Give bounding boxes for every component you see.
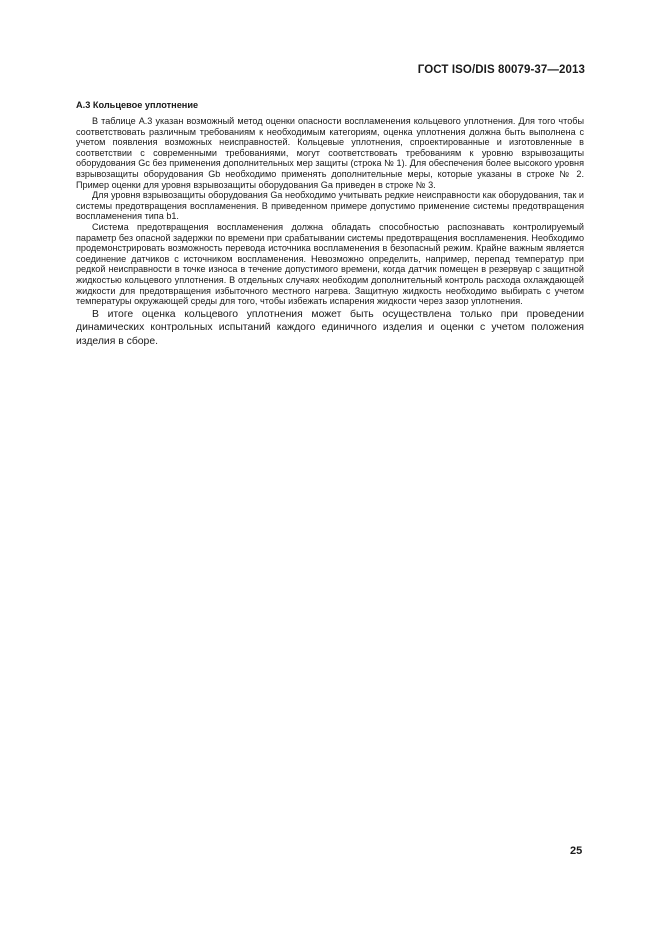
section-title: А.3 Кольцевое уплотнение	[76, 100, 199, 110]
paragraph-1: В таблице А.3 указан возможный метод оценки опасности воспламенения кольцевого уплотнения. Для того чтобы соответствовать различным требованиям к необходимым категориям, оценка уплотнения должна быть выполнена с учетом появления возможных неисправностей. Кольцевые уплотнения, спроектированные и изготовленные в соответствии с современными требованиями, могут соответствовать требованиям к уровню взрывозащиты оборудования Gc без применения дополнительных мер защиты (строка № 1). Для обеспечения более высокого уровня взрывозащиты оборудования Gb необходимо применять дополнительные меры, которые указаны в строке № 2. Пример оценки для уровня взрывозащиты оборудования Ga приведен в строке № 3.	[76, 116, 584, 190]
paragraph-2: Для уровня взрывозащиты оборудования Ga необходимо учитывать редкие неисправности как оборудования, так и системы предотвращения воспламенения. В приведенном примере допустимо применение системы предотвращения воспламенения типа b1.	[76, 190, 584, 222]
paragraph-3: Система предотвращения воспламенения должна обладать способностью распознавать контролируемый параметр без опасной задержки по времени при срабатывании системы предотвращения воспламенения. Необходимо продемонстрировать возможность перевода источника воспламенения в безопасный режим. Крайне важным является соединение датчиков с источником воспламенения. Невозможно определить, например, перепад температур при редкой неисправности в точке износа в течение допустимого времени, когда датчик помещен в резервуар с защитной жидкостью кольцевого уплотнения. В отдельных случаях необходим дополнительный контроль расхода охлаждающей жидкости для предотвращения избыточного местного нагрева. Защитную жидкость необходимо выбирать с учетом температуры окружающей среды для того, чтобы избежать испарения жидкости через зазор уплотнения.	[76, 221, 584, 307]
standard-code-header: ГОСТ ISO/DIS 80079-37—2013	[417, 64, 585, 76]
page-number: 25	[570, 845, 583, 857]
paragraph-conclusion: В итоге оценка кольцевого уплотнения может быть осуществлена только при проведении динамических контрольных испытаний каждого единичного изделия и оценки с учетом положения изделия в сборе.	[76, 308, 584, 348]
section-body	[76, 100, 584, 349]
